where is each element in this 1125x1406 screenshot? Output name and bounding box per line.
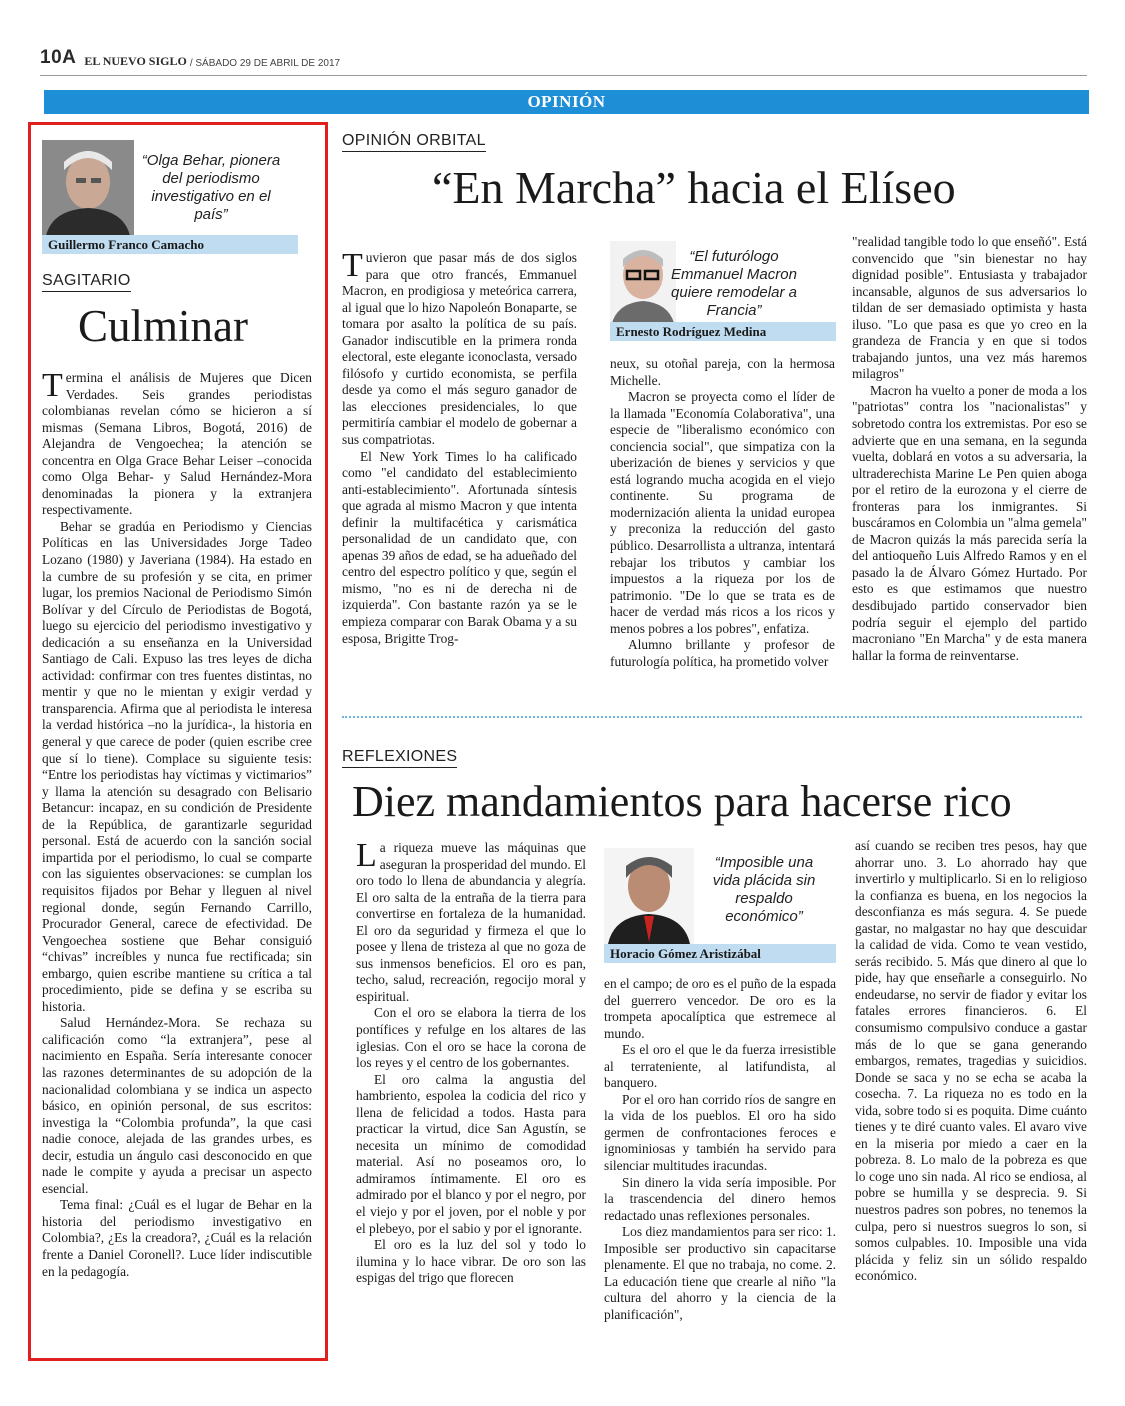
portrait-icon bbox=[42, 140, 134, 236]
body-paragraph: Macron se proyecta como el líder de la llamada "Economía Colaborativa", una especie de "liberalismo económico con conciencia social", que simpatiza con la uberización de bienes y servicios y que está logrando mucha acogida en el viejo continente. Su programa de modernización alienta la unidad europea y preconiza la reducción del gasto público. Desarrollista a ultranza, intentará rebajar los tributos y cambiar los impuestos a la riqueza por los de patrimonio. "De lo que se trata es de hacer de verdad más ricos a los ricos y menos pobres a los pobres", enfatiza. bbox=[610, 389, 835, 636]
body-text: uvieron que pasar más de dos siglos para que otro francés, Emmanuel Macron, en prodigiosa y meteórica carrera, al igual que lo hizo Napoleón Bonaparte, se tomara por asalto la política de su país. Ganador indiscutible en la primera ronda electoral, este elegante iconoclasta, versado filósofo y curtido economista, se perfila desde ya como el más seguro ganador de las elecciones presidenciales, lo que permitiría cambiar el modelo de gobernar a sus compatriotas. bbox=[342, 250, 577, 448]
body-paragraph: El oro es la luz del sol y todo lo ilumina y lo hace vibrar. De oro son las espigas del trigo que florecen bbox=[356, 1237, 586, 1286]
issue-date: / SÁBADO 29 DE ABRIL DE 2017 bbox=[189, 58, 341, 69]
drop-cap: L bbox=[356, 840, 377, 874]
body-paragraph: "realidad tangible todo lo que enseñó". Está convencido que "sin bienestar no hay dignidad posible". Entusiasta y trabajador incansable, algunos de sus adversarios lo tildan de ser demasiado optimista y hasta iluso. "Lo que pasa es que yo creo en la grandeza de Francia y en que si todos trabajando juntos, una vez más haremos milagros" bbox=[852, 234, 1087, 382]
page-header bbox=[40, 48, 1087, 76]
article-column bbox=[342, 250, 577, 700]
drop-cap: T bbox=[342, 250, 363, 284]
author-photo-franco bbox=[42, 140, 134, 236]
article-column bbox=[610, 356, 835, 700]
author-byline bbox=[42, 235, 298, 254]
author-photo-gomez bbox=[604, 848, 694, 944]
body-paragraph: así cuando se reciben tres pesos, hay que ahorrar uno. 3. Lo ahorrado hay que invertirlo y multiplicarlo. Si en lo religioso la confianza es buena, en los negocios la desconfianza es más segura. 4. Se puede gastar, no malgastar no hay que descuidar la calidad de vida. Como te vean vestido, serás recibido. 5. Más que dinero al que lo pide, hay que enseñarle a conseguirlo. No endeudarse, no servir de fiador y evitar los fatales errores financieros. 6. El consumismo compulsivo conduce a gastar más de lo que se gana generando embargos, remates, tragedias y suicidios. Donde se saca y no se echa se acaba la cosecha. 7. La riqueza no es todo en la vida, sobre todo si es poquita. Dime cuánto tienes y te diré cuanto vales. El avaro vive en la miseria por miedo a caer en la pobreza. 8. Lo malo de la pobreza es que lo coge uno sin nada. Al rico se endiosa, al pobre se humilla y se desprecia. 9. Si nuestros padres son pobres, no tenemos la culpa, pero si nuestros suegros lo son, si somos culpables. 10. Imposible una vida plácida y feliz sin un sólido respaldo económico. bbox=[855, 838, 1087, 1284]
author-quote: “Imposible una vida plácida sin respaldo económico” bbox=[712, 854, 816, 925]
author-byline bbox=[604, 944, 836, 963]
body-paragraph: neux, su otoñal pareja, con la hermosa Michelle. bbox=[610, 356, 835, 388]
author-name: Ernesto Rodríguez Medina bbox=[616, 324, 767, 339]
body-paragraph: El oro calma la angustia del hambriento, espolea la codicia del rico y llena de felicidad a todos. Hasta para practicar la virtud, dice San Agustín, se necesita un mínimo de comodidad material. Así no poseamos oro, lo admiramos íntimamente. El oro es admirado por el blanco y por el negro, por el viejo y por el joven, por el noble y por el plebeyo, por el sabio y por el ignorante. bbox=[356, 1071, 586, 1236]
page-number: 10A bbox=[40, 47, 77, 68]
body-paragraph: Es el oro el que le da fuerza irresistible al terrateniente, al latifundista, al banquero. bbox=[604, 1042, 836, 1091]
author-quote: “El futurólogo Emmanuel Macron quiere remodelar a Francia” bbox=[671, 248, 797, 319]
author-name: Horacio Gómez Aristizábal bbox=[610, 946, 761, 961]
author-byline bbox=[610, 322, 836, 341]
body-paragraph: Los diez mandamientos para ser rico: 1. Imposible ser productivo sin capacitarse plenamente. El que no trabaja, no come. 2. La educación tiene que crearle al niño "la cultura del ahorro y la ciencia de la planificación", bbox=[604, 1224, 836, 1322]
author-quote: “Olga Behar, pionera del periodismo investigativo en el país” bbox=[141, 152, 281, 223]
column-kicker: SAGITARIO bbox=[42, 272, 131, 292]
article-headline: Diez mandamientos para hacerse rico bbox=[352, 777, 1012, 826]
body-paragraph bbox=[356, 840, 586, 1005]
section-bar bbox=[44, 90, 1089, 114]
body-paragraph: Alumno brillante y profesor de futurología política, ha prometido volver bbox=[610, 637, 835, 669]
body-paragraph: Sin dinero la vida sería imposible. Por la trascendencia del dinero hemos redactado unas reflexiones personales. bbox=[604, 1174, 836, 1223]
section-title: OPINIÓN bbox=[527, 92, 606, 111]
article-column bbox=[855, 838, 1087, 1360]
body-text: a riqueza mueve las máquinas que aseguran la prosperidad del mundo. El oro todo lo llena de abundancia y alegría. El oro salta de la entraña de la tierra para convertirse en fortaleza de la humanidad. El oro da seguridad y firmeza el que lo posee y llena de tristeza al que no goza de sus inmensos beneficios. El oro es pan, techo, salud, recreación, regocijo moral y espiritual. bbox=[356, 840, 586, 1004]
body-paragraph: Salud Hernández-Mora. Se rechaza su calificación como “la extranjera”, pese al nacimiento en España. Sería interesante conocer las razones determinantes de su adopción de la nacionalidad colombiana y se indica un aspecto básico, en opinión personal, de sus escritos: investiga la “Colombia profunda”, la que casi nadie conoce, alejada de las grandes urbes, es decir, estudia un ángulo casi desconocido en que nade le compite y ayuda a precisar un aspecto esencial. bbox=[42, 1015, 312, 1196]
drop-cap: T bbox=[42, 370, 63, 404]
body-paragraph bbox=[342, 250, 577, 449]
body-paragraph: en el campo; de oro es el puño de la espada del guerrero vencedor. De oro es la trompeta apocalíptica que estremece al mundo. bbox=[604, 976, 836, 1041]
body-paragraph: Behar se gradúa en Periodismo y Ciencias Políticas en las Universidades Jorge Tadeo Lozano (1980) y Javeriana (1984). Ha estado en la cumbre de su profesión y se cita, en primer lugar, los premios Nacional de Periodismo Simón Bolívar y del Círculo de Periodistas de Bogotá, luego su ejercicio del periodismo investigativo y dedicación a su enseñanza en la Universidad Santiago de Cali. Expuso las tres leyes de dicha actividad: confirmar con tres fuentes distintas, no mentir y que no le mientan y exigir verdad y transparencia. Afirma que al periodista le interesa la verdad histórica –no la jurídica-, la historia en general y que carece de poder (quien escribe cree que sí lo tiene). Complace su siguiente tesis: “Entre los periodistas hay víctimas y victimarios” y llama la atención su desagrado con Belisario Betancur: incapaz, en su condición de Presidente de la República, de garantizarle seguridad personal. Está de acuerdo con la sanción social impartida por el periodismo, lo cual se comparte con las siguientes observaciones: se cumplan los requisitos fijados por Behar y lleguen al nivel regional donde, según Fernando Carrillo, Procurador General, carece de efectividad. De Vengoechea sostiene que Behar consiguió “chivas” increíbles y nunca fue rectificada; sin embargo, quien escribe mantiene su crítica a tal procedimiento, pide se defina y se escriba su historia. bbox=[42, 518, 312, 1014]
body-text: ermina el análisis de Mujeres que Dicen Verdades. Seis grandes periodistas colombianas revelan cómo se hicieron a sí mismas (Semana Libros, Bogotá, 2016) de Alejandra de Vengoechea; la atención se concentra en Olga Grace Behar Leiser –conocida como Olga Behar- y Salud Hernández-Mora denominadas la pionera y la extranjera respectivamente. bbox=[42, 370, 312, 518]
body-paragraph bbox=[42, 370, 312, 519]
body-paragraph: Tema final: ¿Cuál es el lugar de Behar en la historia del periodismo investigativo en Colombia?, ¿Es la creadora?, ¿Cuál es la relación frente a Daniel Coronell?. Luce líder indiscutible en la pedagogía. bbox=[42, 1197, 312, 1279]
author-name: Guillermo Franco Camacho bbox=[48, 237, 204, 252]
portrait-icon bbox=[610, 241, 676, 323]
article-body bbox=[42, 370, 312, 1355]
portrait-icon bbox=[604, 848, 694, 944]
article-column bbox=[852, 234, 1087, 700]
body-paragraph: Con el oro se elabora la tierra de los pontífices y refulge en los altares de las iglesias. Con el oro se hace la corona de los reyes y el centro de los gobernantes. bbox=[356, 1005, 586, 1071]
article-headline: Culminar bbox=[78, 301, 248, 351]
column-kicker: OPINIÓN ORBITAL bbox=[342, 132, 486, 152]
author-photo-rodriguez bbox=[610, 241, 676, 323]
article-headline: “En Marcha” hacia el Elíseo bbox=[432, 162, 956, 213]
section-divider bbox=[342, 716, 1082, 718]
body-paragraph: El New York Times lo ha calificado como "el candidato del establecimiento anti-establecimiento". Afortunada síntesis que agrada al mismo Macron y que intenta definir la multifacética y carismática personalidad de un candidato que, con apenas 39 años de edad, se ha adueñado del centro del espectro político y que, según el mismo, "no es ni de derecha ni de izquierda". Con bastante razón ya se le empieza comparar con Barak Obama y a su esposa, Brigitte Trog- bbox=[342, 448, 577, 646]
masthead: EL NUEVO SIGLO bbox=[84, 54, 187, 68]
body-paragraph: Macron ha vuelto a poner de moda a los "patriotas" contra los "nacionalistas" y sobretodo contra los extremistas. Por eso se advierte que en una semana, en la segunda vuelta, doblará en votos a su adversaria, la ultraderechista Marine Le Pen quien aboga por el retiro de la eurozona y el cierre de fronteras para los inmigrantes. Si buscáramos en Colombia un "alma gemela" de Macron quizás la más parecida sería la del antioqueño Luis Alfredo Ramos y en el pasado la de Álvaro Gómez Hurtado. Por esto es que estimamos que nuestro desdibujado partido conservador bien podría seguir el ejemplo del partido macroniano "En Marcha" y de esta manera hallar la forma de reinventarse. bbox=[852, 382, 1087, 663]
article-column bbox=[604, 976, 836, 1360]
body-paragraph: Por el oro han corrido ríos de sangre en la vida de los pueblos. El oro ha sido germen de confrontaciones feroces e ignominiosas y también ha servido para silenciar multitudes iracundas. bbox=[604, 1091, 836, 1174]
column-kicker: REFLEXIONES bbox=[342, 748, 457, 768]
article-column bbox=[356, 840, 586, 1360]
